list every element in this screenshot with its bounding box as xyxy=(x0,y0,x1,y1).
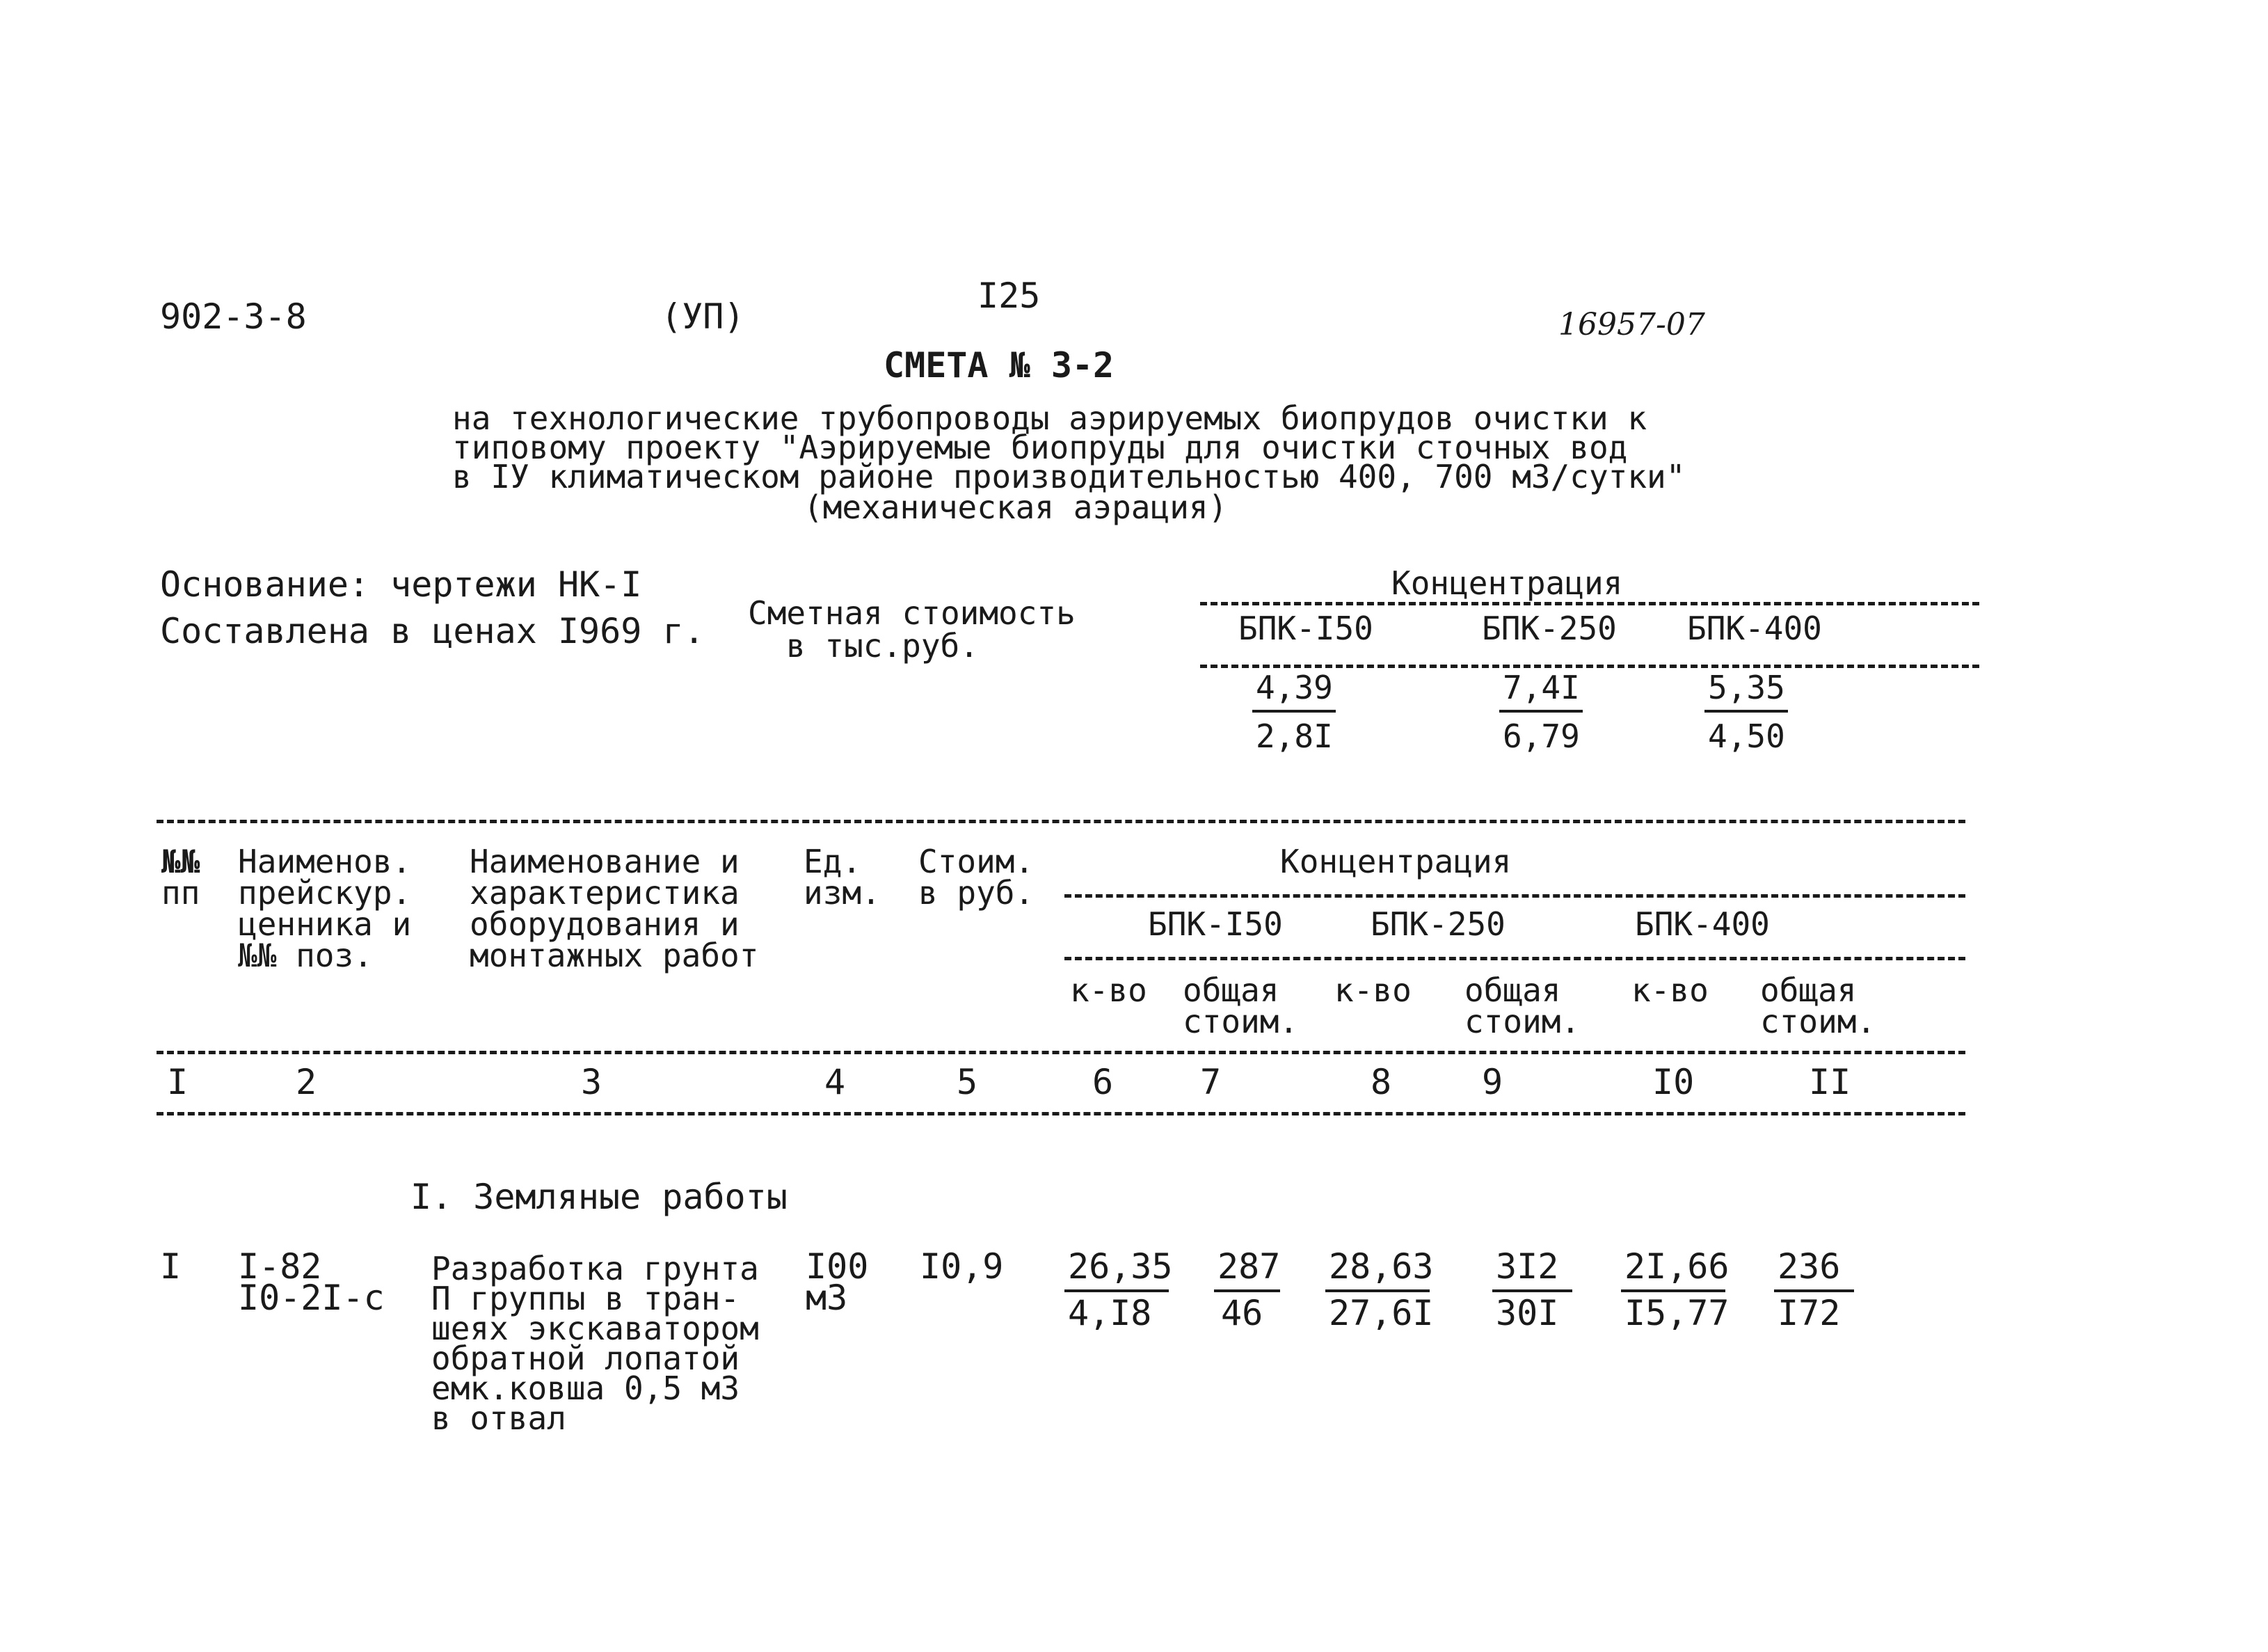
title-line-3: в IУ климатическом районе производительностью 400, 700 м3/сутки" xyxy=(452,458,1686,495)
row-1-description-line-5: емк.ковша 0,5 м3 xyxy=(431,1369,740,1407)
summary-divider-top xyxy=(1200,602,1979,605)
column-number-8: 8 xyxy=(1371,1062,1392,1102)
page-number: I25 xyxy=(977,276,1041,316)
header-group-3: БПК-400 xyxy=(1635,905,1770,943)
summary-value-top-1: 4,39 xyxy=(1256,669,1333,706)
header-total-2-line-1: общая xyxy=(1464,971,1561,1009)
header-cost-line-1: Стоим. xyxy=(918,843,1035,880)
prices-text: Составлена в ценах I969 г. xyxy=(160,611,705,651)
summary-value-bottom-1: 2,8I xyxy=(1256,717,1333,755)
header-total-1-line-1: общая xyxy=(1183,971,1279,1009)
handwritten-number: 16957-07 xyxy=(1558,307,1705,342)
header-pricelist-line-3: ценника и xyxy=(238,905,412,943)
row-1-value-top-6: 236 xyxy=(1778,1246,1841,1287)
row-1-fraction-bar-6 xyxy=(1774,1289,1854,1292)
row-1-value-top-3: 28,63 xyxy=(1329,1246,1434,1287)
row-1-num: I xyxy=(160,1246,182,1287)
row-1-value-bottom-2: 46 xyxy=(1221,1293,1263,1333)
section-code: (УП) xyxy=(661,296,745,337)
row-1-value-top-1: 26,35 xyxy=(1068,1246,1173,1287)
summary-value-bottom-3: 4,50 xyxy=(1708,717,1785,755)
row-1-value-bottom-4: 30I xyxy=(1496,1293,1559,1333)
row-1-value-bottom-5: I5,77 xyxy=(1624,1293,1730,1333)
row-1-code-line-1: I-82 xyxy=(238,1246,322,1287)
row-1-unit-line-1: I00 xyxy=(806,1246,869,1287)
row-1-description-line-4: обратной лопатой xyxy=(431,1340,740,1377)
column-number-7: 7 xyxy=(1200,1062,1222,1102)
row-1-description-line-2: П группы в тран- xyxy=(431,1280,740,1317)
row-1-description-line-3: шеях экскаватором xyxy=(431,1310,759,1347)
row-1-description-line-1: Разработка грунта xyxy=(431,1250,759,1287)
column-number-5: 5 xyxy=(957,1062,978,1102)
summary-value-top-3: 5,35 xyxy=(1708,669,1785,706)
header-total-3-line-2: стоим. xyxy=(1760,1003,1876,1040)
summary-fraction-bar-1 xyxy=(1252,710,1336,713)
header-pricelist-line-2: прейскур. xyxy=(238,874,412,912)
row-1-cost: I0,9 xyxy=(920,1246,1004,1287)
header-description-line-3: оборудования и xyxy=(470,905,740,943)
cost-label-line-1: Сметная стоимость xyxy=(748,594,1076,632)
table-divider-numbers-bottom xyxy=(157,1112,1965,1115)
row-1-fraction-bar-3 xyxy=(1325,1289,1430,1292)
column-number-11: II xyxy=(1809,1062,1851,1102)
header-pricelist-line-1: Наименов. xyxy=(238,843,412,880)
header-num-line-1: №№ xyxy=(161,843,200,880)
summary-divider-bottom xyxy=(1200,665,1979,668)
row-1-value-bottom-3: 27,6I xyxy=(1329,1293,1434,1333)
row-1-fraction-bar-4 xyxy=(1492,1289,1572,1292)
title-line-4: (механическая аэрация) xyxy=(804,489,1228,526)
row-1-value-top-2: 287 xyxy=(1217,1246,1281,1287)
summary-col-name-1: БПК-I50 xyxy=(1238,610,1373,647)
section-title: I. Земляные работы xyxy=(410,1177,788,1217)
row-1-description-line-6: в отвал xyxy=(431,1399,566,1437)
header-qty-1: к-во xyxy=(1070,971,1147,1009)
row-1-code-line-2: I0-2I-с xyxy=(238,1278,385,1318)
header-total-3-line-1: общая xyxy=(1760,971,1857,1009)
header-qty-3: к-во xyxy=(1631,971,1709,1009)
header-unit-line-2: изм. xyxy=(804,874,881,912)
estimate-heading: СМЕТА № 3-2 xyxy=(884,345,1115,386)
header-total-1-line-2: стоим. xyxy=(1183,1003,1299,1040)
column-number-4: 4 xyxy=(824,1062,846,1102)
table-divider-numbers-top xyxy=(157,1051,1965,1054)
summary-col-name-2: БПК-250 xyxy=(1482,610,1617,647)
row-1-value-top-4: 3I2 xyxy=(1496,1246,1559,1287)
header-group-1: БПК-I50 xyxy=(1148,905,1283,943)
row-1-fraction-bar-1 xyxy=(1064,1289,1169,1292)
header-pricelist-line-4: №№ поз. xyxy=(238,937,373,974)
header-unit-line-1: Ед. xyxy=(804,843,862,880)
cost-label-line-2: в тыс.руб. xyxy=(786,627,979,665)
row-1-value-bottom-6: I72 xyxy=(1778,1293,1841,1333)
header-description-line-1: Наименование и xyxy=(470,843,740,880)
table-divider-top xyxy=(157,820,1965,823)
title-line-2: типовому проекту "Аэрируемые биопруды для очистки сточных вод xyxy=(452,429,1628,466)
row-1-unit-line-2: м3 xyxy=(806,1278,848,1318)
doc-code: 902-3-8 xyxy=(160,296,307,337)
header-concentration: Концентрация xyxy=(1280,843,1512,880)
title-line-1: на технологические трубопроводы аэрируемых биопрудов очистки к xyxy=(452,399,1647,437)
column-number-9: 9 xyxy=(1482,1062,1503,1102)
header-cost-line-2: в руб. xyxy=(918,874,1035,912)
header-group-divider xyxy=(1064,957,1965,960)
header-group-2: БПК-250 xyxy=(1371,905,1506,943)
header-total-2-line-2: стоим. xyxy=(1464,1003,1581,1040)
header-qty-2: к-во xyxy=(1334,971,1412,1009)
summary-fraction-bar-2 xyxy=(1499,710,1583,713)
summary-value-bottom-2: 6,79 xyxy=(1503,717,1580,755)
summary-value-top-2: 7,4I xyxy=(1503,669,1580,706)
column-number-3: 3 xyxy=(581,1062,602,1102)
row-1-value-top-5: 2I,66 xyxy=(1624,1246,1730,1287)
summary-col-name-3: БПК-400 xyxy=(1687,610,1822,647)
header-concentration-divider xyxy=(1064,894,1965,898)
column-number-2: 2 xyxy=(296,1062,317,1102)
column-number-1: I xyxy=(167,1062,189,1102)
basis-text: Основание: чертежи НК-I xyxy=(160,564,642,605)
header-description-line-4: монтажных работ xyxy=(470,937,759,974)
row-1-value-bottom-1: 4,I8 xyxy=(1068,1293,1152,1333)
header-num-line-2: пп xyxy=(161,874,200,912)
column-number-6: 6 xyxy=(1092,1062,1114,1102)
summary-fraction-bar-3 xyxy=(1704,710,1788,713)
header-description-line-2: характеристика xyxy=(470,874,740,912)
row-1-fraction-bar-5 xyxy=(1621,1289,1725,1292)
summary-concentration-label: Концентрация xyxy=(1391,564,1623,602)
row-1-fraction-bar-2 xyxy=(1214,1289,1280,1292)
column-number-10: I0 xyxy=(1652,1062,1695,1102)
